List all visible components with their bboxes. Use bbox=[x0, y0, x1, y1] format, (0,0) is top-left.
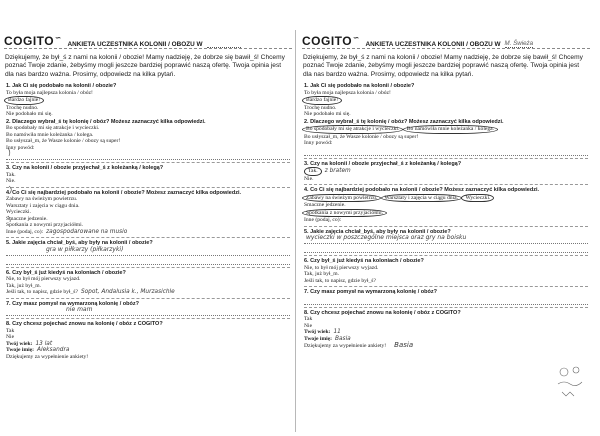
survey-sheet-left bbox=[2, 30, 294, 432]
q2-option-3[interactable]: Bo usłyszał_m, że Wasze kolonie / obozy są super! bbox=[304, 133, 419, 140]
q4-option-6[interactable]: Inne (podaj, co): bbox=[304, 217, 342, 224]
q6-where-answer: Sopot, Andalusia k., Murzasichle bbox=[80, 289, 175, 296]
q8-option-no[interactable]: Nie bbox=[304, 322, 313, 329]
q2-option-2-selected[interactable]: Bo namówiła mnie koleżanka / kolega. bbox=[403, 125, 498, 134]
q3-option-yes[interactable]: Tak. bbox=[6, 171, 16, 178]
cogito-logo: COGITO∽ bbox=[4, 34, 62, 48]
section-separator bbox=[304, 226, 588, 227]
question-4: 4. Co Ci się najbardziej podobało na kolonii / obozie? Możesz zaznaczyć kilka odpowiedzi. Zabawy na świeżym powietrzu. Warsztaty i zajęcia w ciągu dnia. Wycieczki. Smaczne jedzenie. Spotkania z nowymi przyjaciółmi. Inne (podaj, co): zagospodarowane na musio bbox=[6, 190, 290, 236]
q4-option-4[interactable]: Smaczne jedzenie. bbox=[304, 202, 346, 209]
q3-option-yes[interactable]: Tak. z bratem bbox=[304, 167, 588, 176]
form-intro: Dziękujemy, że był_ś z nami na kolonii / obozie! Mamy nadzieję, że dobrze się bawił_ś! Chcemy poznać Twoje zdanie, żebyśmy mogli jeszcze bardziej poprawić naszą ofertę. Twoja opinia jest dla nas bardzo ważna. Prosimy, odpowiedz na kilka pytań. bbox=[5, 54, 285, 78]
q1-option-3[interactable]: Trochę nudno. bbox=[6, 104, 39, 111]
page-divider bbox=[295, 30, 296, 432]
section-separator bbox=[304, 307, 588, 308]
q5-answer-line-2[interactable] bbox=[304, 245, 588, 253]
section-separator bbox=[304, 255, 588, 256]
q2-option-3[interactable]: Bo usłyszał_m, że Wasze kolonie / obozy są super! bbox=[6, 138, 121, 145]
age-value: 11 bbox=[333, 329, 341, 336]
q4-other-answer: zagospodarowane na musio bbox=[46, 228, 128, 235]
form-title: ANKIETA UCZESTNIKA KOLONII / OBOZU W bbox=[67, 41, 203, 48]
q7-answer: nie mam bbox=[66, 306, 93, 314]
form-intro: Dziękujemy, że był_ś z nami na kolonii / obozie! Mamy nadzieję, że dobrze się bawił_ś! Chcemy poznać Twoje zdanie, żebyśmy mogli jeszcze bardziej poprawić naszą ofertę. Twoja opinia jest dla nas bardzo ważna. Prosimy, odpowiedz na kilka pytań. bbox=[303, 54, 583, 78]
doodle-drawing bbox=[554, 362, 588, 402]
question-7: 7. Czy masz pomysł na wymarzoną kolonię / obóz? nie mam bbox=[6, 301, 290, 317]
section-separator bbox=[304, 286, 588, 287]
q4-option-2-selected[interactable]: Warsztaty i zajęcia w ciągu dnia. bbox=[381, 194, 462, 203]
question-5: 5. Jakie zajęcia chciał_byś, aby były na kolonii / obozie? wycieczki w poszczególne miejsca oraz gry na boisku bbox=[304, 229, 588, 254]
form-header bbox=[4, 30, 292, 49]
q3-option-no[interactable]: Nie. bbox=[6, 178, 16, 185]
question-3: 3. Czy na kolonii / obozie przyjechał_ś z koleżanką / kolegą? Tak. Nie. bbox=[6, 165, 290, 185]
section-separator bbox=[6, 298, 290, 299]
q7-answer-line[interactable] bbox=[6, 308, 290, 316]
section-separator bbox=[6, 318, 290, 319]
q6-where[interactable]: Jeśli tak, to napisz, gdzie był_ś? bbox=[304, 277, 376, 284]
thanks-text: Dziękujemy za wypełnienie ankiety! bbox=[6, 353, 89, 360]
name-field[interactable]: Twoje imię: Aleksandra bbox=[6, 347, 70, 354]
q4-option-5-selected[interactable]: Spotkania z nowymi przyjaciółmi. bbox=[302, 209, 387, 218]
q4-option-2[interactable]: Warsztaty i zajęcia w ciągu dnia. bbox=[6, 202, 80, 209]
q1-option-2-selected[interactable]: Bardzo fajnie! bbox=[302, 96, 342, 105]
q6-option-2[interactable]: Tak, już był_m. bbox=[6, 282, 42, 289]
q5-answer-line[interactable] bbox=[304, 236, 588, 244]
question-4: 4. Co Ci się najbardziej podobało na kolonii / obozie? Możesz zaznaczyć kilka odpowiedzi. Zabawy na świeżym powietrzu. Warsztaty i zajęcia w ciągu dnia. Wycieczki. Smaczne jedzenie. Spotkania z nowymi przyjaciółmi. Inne (podaj, co): bbox=[304, 187, 588, 224]
name-value: Aleksandra bbox=[37, 347, 70, 354]
q6-option-1[interactable]: Nie, to był mój pierwszy wyjazd. bbox=[304, 264, 379, 271]
q1-option-1[interactable]: To była moja najlepsza kolonia / obóz! bbox=[304, 89, 391, 96]
thanks-text: Dziękujemy za wypełnienie ankiety! Basia bbox=[304, 341, 414, 350]
question-5: 5. Jakie zajęcia chciał_byś, aby były na kolonii / obozie? gra w piłkarzy (piłkarzyki) bbox=[6, 240, 290, 265]
question-6: 6. Czy był_ś już kiedyś na koloniach / obozie? Nie, to był mój pierwszy wyjazd. Tak, już był_m. Jeśli tak, to napisz, gdzie był_ś? bbox=[304, 258, 588, 284]
form-title: ANKIETA UCZESTNIKA KOLONII / OBOZU W bbox=[365, 41, 501, 48]
q5-answer: wycieczki w poszczególne miejsca oraz gry na boisku bbox=[306, 234, 467, 242]
q2-other-line[interactable] bbox=[6, 152, 290, 160]
q1-option-4[interactable]: Nie podobało mi się. bbox=[304, 111, 351, 118]
q2-option-4[interactable]: Inny powód: bbox=[304, 140, 333, 147]
age-field[interactable]: Twój wiek: 11 bbox=[304, 329, 341, 336]
survey-sheet-right bbox=[300, 30, 592, 432]
signoff-value: Basia bbox=[394, 341, 414, 350]
q2-option-2[interactable]: Bo namówiła mnie koleżanka / kolega. bbox=[6, 131, 94, 138]
age-field[interactable]: Twój wiek: 13 lat bbox=[6, 340, 53, 347]
camp-place-value bbox=[207, 40, 241, 48]
question-2: 2. Dlaczego wybrał_ś tę kolonię / obóz? Możesz zaznaczyć kilka odpowiedzi. Bo spodobały mi się atrakcje i wycieczki. Bo namówiła mnie koleżanka / kolega. Bo usłyszał_m, że Wasze kolonie / obozy są super! Inny powód: bbox=[6, 119, 290, 161]
q2-option-4[interactable]: Inny powód: bbox=[6, 144, 35, 151]
q4-option-4[interactable]: Smaczne jedzenie. bbox=[6, 215, 48, 222]
q4-option-6[interactable]: Inne (podaj, co): zagospodarowane na musio bbox=[6, 228, 128, 235]
question-1: 1. Jak Ci się podobało na kolonii / obozie? To była moja najlepsza kolonia / obóz! Bardzo fajnie! Trochę nudno. Nie podobało mi się. bbox=[304, 83, 588, 118]
age-value: 13 lat bbox=[35, 340, 53, 347]
q2-option-1-selected[interactable]: Bo spodobały mi się atrakcje i wycieczki. bbox=[302, 125, 403, 134]
section-separator bbox=[6, 187, 290, 188]
q1-option-3[interactable]: Trochę nudno. bbox=[304, 104, 337, 111]
form-header bbox=[302, 30, 590, 49]
q4-option-3-selected[interactable]: Wycieczki. bbox=[461, 194, 494, 203]
q6-where[interactable]: Jeśli tak, to napisz, gdzie był_ś? Sopot, Andalusia k., Murzasichle bbox=[6, 289, 175, 296]
q3-note: z bratem bbox=[324, 168, 351, 175]
q5-answer-line-2[interactable] bbox=[6, 257, 290, 265]
q5-answer: gra w piłkarzy (piłkarzyki) bbox=[46, 245, 124, 253]
q8-option-no[interactable]: Nie bbox=[6, 334, 15, 341]
section-separator bbox=[304, 158, 588, 159]
q4-option-5[interactable]: Spotkania z nowymi przyjaciółmi. bbox=[6, 222, 84, 229]
q8-option-yes[interactable]: Tak bbox=[304, 316, 313, 323]
q1-option-4[interactable]: Nie podobało mi się. bbox=[6, 111, 53, 118]
name-field[interactable]: Twoje imię: Basia bbox=[304, 335, 351, 342]
question-8: 8. Czy chcesz pojechać znowu na kolonię / obóz z COGITO? Tak Nie Twój wiek: 11 Twoje imię: Basia Dziękujemy za wypełnienie ankiety! Basia bbox=[304, 310, 588, 350]
q1-option-1[interactable]: To była moja najlepsza kolonia / obóz! bbox=[6, 89, 93, 96]
q4-option-1[interactable]: Zabawy na świeżym powietrzu. bbox=[6, 196, 78, 203]
q2-option-1[interactable]: Bo spodobały mi się atrakcje i wycieczki. bbox=[6, 125, 100, 132]
q4-option-1-selected[interactable]: Zabawy na świeżym powietrzu. bbox=[302, 194, 381, 203]
question-3: 3. Czy na kolonii / obozie przyjechał_ś z koleżanką / kolegą? Tak. z bratem Nie. bbox=[304, 161, 588, 183]
margin-pen-marks bbox=[6, 146, 16, 226]
question-7: 7. Czy masz pomysł na wymarzoną kolonię / obóz? bbox=[304, 289, 588, 305]
q7-answer-line[interactable] bbox=[304, 297, 588, 305]
section-separator bbox=[6, 162, 290, 163]
q6-option-2[interactable]: Tak, już był_m. bbox=[304, 271, 340, 278]
question-8: 8. Czy chcesz pojechać znowu na kolonię / obóz z COGITO? Tak Nie Twój wiek: 13 lat Twoje imię: Aleksandra Dziękujemy za wypełnienie ankiety! bbox=[6, 321, 290, 360]
question-2: 2. Dlaczego wybrał_ś tę kolonię / obóz? Możesz zaznaczyć kilka odpowiedzi. Bo spodobały mi się atrakcje i wycieczki. Bo namówiła mnie koleżanka / kolega. Bo usłyszał_m, że Wasze kolonie / obozy są super! Inny powód: bbox=[304, 119, 588, 156]
q4-option-3[interactable]: Wycieczki. bbox=[6, 209, 31, 216]
name-value: Basia bbox=[335, 335, 351, 342]
q2-other-line[interactable] bbox=[304, 148, 588, 156]
q1-option-2-selected[interactable]: Bardzo fajnie! bbox=[4, 96, 44, 105]
section-separator bbox=[6, 237, 290, 238]
section-separator bbox=[304, 184, 588, 185]
q6-option-1[interactable]: Nie, to był mój pierwszy wyjazd. bbox=[6, 276, 81, 283]
camp-place-value: M. Świeża bbox=[504, 40, 534, 47]
cogito-logo: COGITO∽ bbox=[302, 34, 360, 48]
question-6: 6. Czy był_ś już kiedyś na koloniach / obozie? Nie, to był mój pierwszy wyjazd. Tak, już był_m. Jeśli tak, to napisz, gdzie był_ś? Sopot, Andalusia k., Murzasichle bbox=[6, 270, 290, 296]
q8-option-yes[interactable]: Tak bbox=[6, 327, 15, 334]
question-1: 1. Jak Ci się podobało na kolonii / obozie? To była moja najlepsza kolonia / obóz! Bardzo fajnie! Trochę nudno. Nie podobało mi się. bbox=[6, 83, 290, 118]
section-separator bbox=[6, 267, 290, 268]
q3-option-no[interactable]: Nie. bbox=[304, 175, 314, 182]
